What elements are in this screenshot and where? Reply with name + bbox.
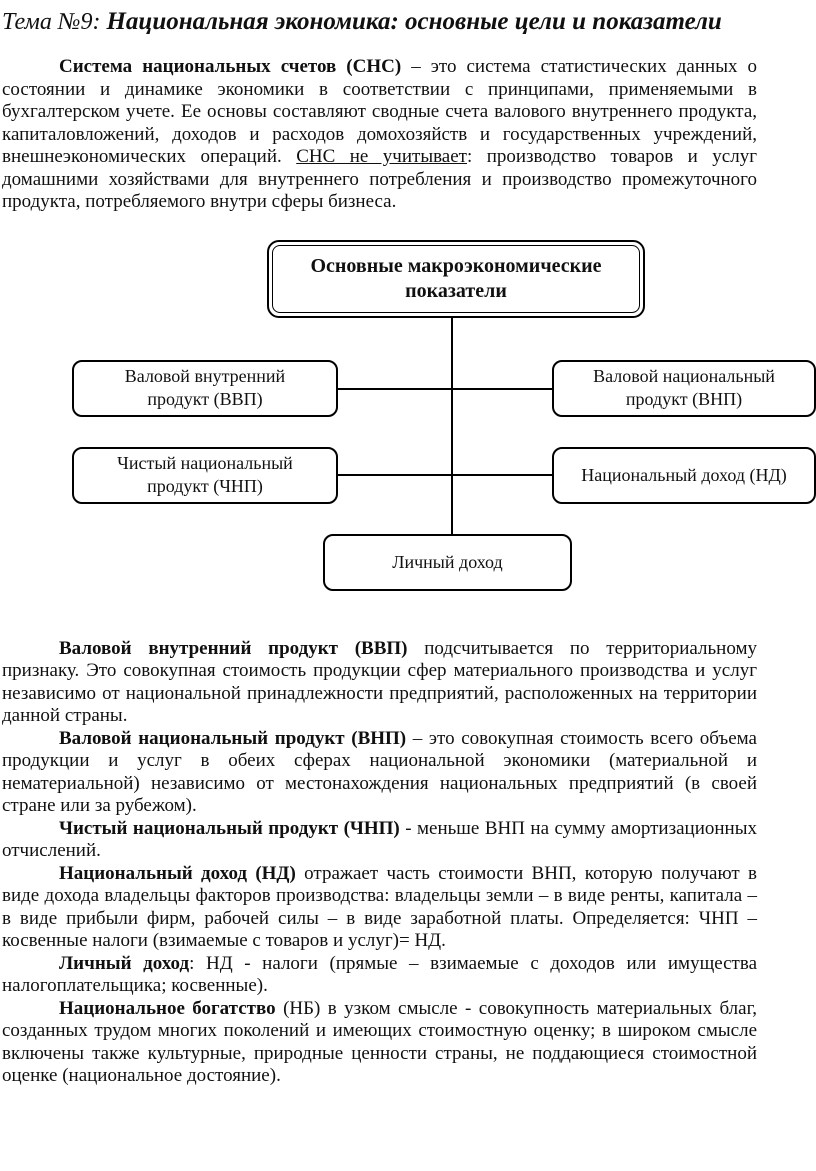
underlined-phrase-sns: СНС не учитывает [296, 146, 467, 167]
paragraph-nnp-text: - меньше ВНП на сумму амортизационных отчислений. [2, 817, 757, 861]
paragraph-nnp [2, 818, 757, 863]
connector-row2-line [336, 474, 554, 476]
connector-row1-line [336, 388, 554, 390]
term-gnp: Валовой национальный продукт (ВНП) [59, 727, 407, 749]
title-prefix: Тема №9: [2, 9, 101, 35]
paragraph-nw [2, 998, 757, 1088]
diagram-box-ni-label: Национальный доход (НД) [581, 464, 787, 485]
paragraph-gdp [2, 638, 757, 728]
term-nw: Национальное богатство [59, 997, 276, 1019]
diagram-box-nnp-label: Чистый национальный продукт (ЧНП) [117, 453, 293, 496]
paragraph-pi [2, 953, 757, 998]
diagram-box-gdp-label: Валовой внутренний продукт (ВВП) [124, 366, 286, 409]
connector-vertical-line [451, 318, 453, 534]
term-gdp: Валовой внутренний продукт (ВВП) [59, 637, 408, 659]
diagram-box-root-label: Основные макроэкономические показатели [310, 254, 602, 302]
paragraph-ni-text: отражает часть стоимости ВНП, которую получают в виде дохода владельцы факторов производства: владельцы земли – в виде ренты, капитала – в виде прибыли фирм, рабочей силы – в виде заработной платы. Определяется: ЧНП – косвенные налоги (взимаемые с товаров и услуг)= НД. [2, 862, 757, 951]
diagram-box-pi-label: Личный доход [392, 551, 503, 572]
diagram-box-pi [323, 534, 572, 591]
term-sns: Система национальных счетов (СНС) [59, 56, 402, 77]
title-main: Национальная экономика: основные цели и показатели [106, 8, 722, 35]
paragraph-ni [2, 863, 757, 953]
diagram-box-nnp [72, 447, 338, 504]
paragraph-gnp-text: – это совокупная стоимость всего объема продукции и услуг в обеих сферах национальной экономики (материальной и нематериальной) независимо от местонахождения национальных предприятий (в своей стране или за рубежом). [2, 727, 757, 816]
term-ni: Национальный доход (НД) [59, 862, 296, 884]
paragraph-pi-text: : НД - налоги (прямые – взимаемые с доходов или имущества налогоплательщика; косвенные). [2, 952, 758, 996]
paragraph-gdp-text: подсчитывается по территориальному признаку. Это совокупная стоимость продукции сфер материального производства и услуг независимо от национальной принадлежности предприятий, расположенных на территории данной страны. [2, 637, 757, 726]
paragraph-gnp [2, 728, 757, 818]
macro-indicators-diagram [2, 214, 816, 610]
diagram-box-gdp [72, 360, 338, 417]
diagram-box-root [267, 240, 645, 318]
paragraph-nw-text: (НБ) в узком смысле - совокупность материальных благ, созданных трудом многих поколений и имеющих стоимостную оценку; в широком смысле включены также культурные, природные ценности страны, не поддающиеся стоимостной оценке (национальное достояние). [2, 997, 757, 1086]
diagram-box-ni [552, 447, 816, 504]
page-title [2, 8, 757, 36]
paragraph-sns-text-1: – это система статистических данных о состоянии и динамике экономики в соответствии с принципами, применяемыми в бухгалтерском учете. Ее основы составляют сводные счета валового внутреннего продукта, капиталовложений, доходов и расходов домохозяйств и государственных учреждений, внешнеэкономических операций. [2, 56, 757, 167]
paragraph-sns [2, 56, 757, 214]
diagram-box-gnp [552, 360, 816, 417]
term-pi: Личный доход [59, 952, 190, 974]
term-nnp: Чистый национальный продукт (ЧНП) [59, 817, 400, 839]
diagram-box-gnp-label: Валовой национальный продукт (ВНП) [593, 366, 775, 409]
paragraph-sns-text-2: : производство товаров и услуг домашними хозяйствами для внутреннего потребления и производство промежуточного продукта, потребляемого внутри сферы бизнеса. [2, 146, 758, 212]
diagram-box-root-inner [272, 245, 640, 313]
